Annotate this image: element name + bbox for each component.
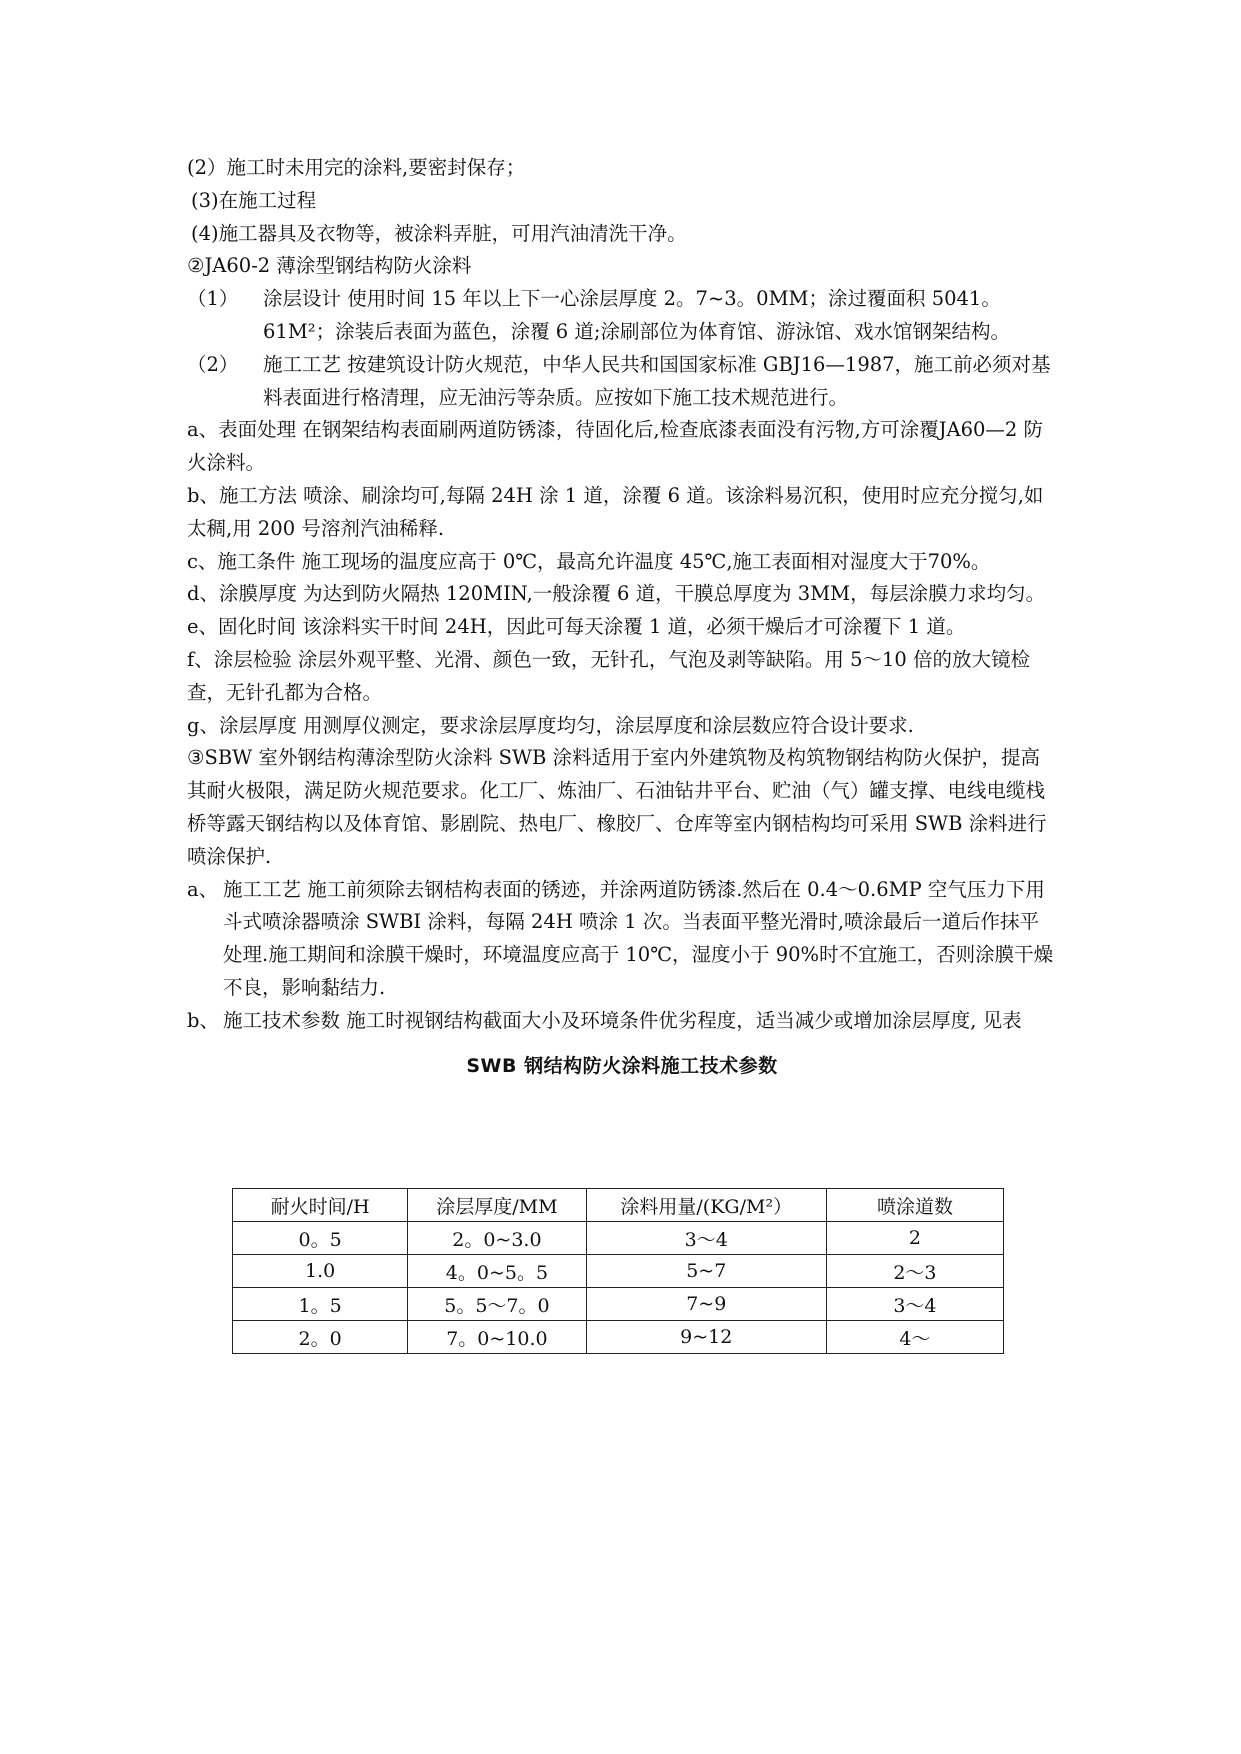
numbered-item-1 bbox=[187, 283, 1057, 349]
table-cell: 4～ bbox=[826, 1321, 1003, 1354]
para-a-surface: a、表面处理 在钢架结构表面刷两道防锈漆，待固化后,检查底漆表面没有污物,方可涂覆JA60—2 防火涂料。 bbox=[187, 418, 1044, 475]
para-d-thickness: d、涂膜厚度 为达到防火隔热 120MIN,一般涂覆 6 道，干膜总厚度为 3MM，每层涂膜力求均匀。 bbox=[187, 582, 1046, 606]
table-cell: 2。0 bbox=[233, 1321, 408, 1354]
table-header-row bbox=[233, 1189, 1004, 1222]
item-letter: b、 bbox=[187, 1008, 219, 1032]
table-cell: 2～3 bbox=[826, 1255, 1003, 1288]
section-heading-ja60: ②JA60-2 薄涂型钢结构防火涂料 bbox=[187, 254, 472, 278]
table-cell: 1.0 bbox=[233, 1255, 408, 1288]
table-row bbox=[233, 1288, 1004, 1321]
parameters-table bbox=[232, 1188, 1004, 1354]
para-c-condition: c、施工条件 施工现场的温度应高于 0℃，最高允许温度 45℃,施工表面相对湿度大于70%。 bbox=[187, 549, 991, 573]
item-text: 施工工艺 施工前须除去钢桔构表面的锈迹，并涂两道防锈漆.然后在 0.4～0.6MP 空气压力下用斗式喷涂器喷涂 SWBI 涂料，每隔 24H 喷涂 1 次。当表面平整光滑时,喷涂最后一道后作抹平处理.施工期间和涂膜干燥时，环境温度应高于 10℃，湿度小于 90%时不宜施工，否则涂膜干燥不良，影响黏结力. bbox=[223, 877, 1054, 999]
header-cell: 涂料用量/(KG/M²） bbox=[586, 1189, 826, 1222]
table-row bbox=[233, 1222, 1004, 1255]
item-letter: a、 bbox=[187, 877, 219, 901]
table-cell: 7。0~10.0 bbox=[408, 1321, 586, 1354]
item-number: （1） bbox=[187, 287, 239, 311]
table-cell: 2。0~3.0 bbox=[408, 1222, 586, 1255]
table-cell: 3～4 bbox=[586, 1222, 826, 1255]
header-cell: 耐火时间/H bbox=[233, 1189, 408, 1222]
document-body bbox=[187, 152, 1057, 1082]
table-cell: 1。5 bbox=[233, 1288, 408, 1321]
para-f-inspection: f、涂层检验 涂层外观平整、光滑、颜色一致，无针孔，气泡及剥等缺陷。用 5～10 倍的放大镜检查，无针孔都为合格。 bbox=[187, 647, 1031, 704]
table-cell: 2 bbox=[826, 1222, 1003, 1255]
line-3: (4)施工器具及衣物等，被涂料弄脏，可用汽油清洗干净。 bbox=[191, 221, 687, 245]
item-text: 涂层设计 使用时间 15 年以上下一心涂层厚度 2。7~3。0MM；涂过覆面积 5041。61M²；涂装后表面为蓝色，涂覆 6 道;涂刷部位为体育馆、游泳馆、戏水馆钢架结构。 bbox=[263, 287, 1010, 343]
header-cell: 喷涂道数 bbox=[826, 1189, 1003, 1222]
table-cell: 5。5～7。0 bbox=[408, 1288, 586, 1321]
table-cell: 9~12 bbox=[586, 1321, 826, 1354]
table-title: SWB 钢结构防火涂料施工技术参数 bbox=[466, 1054, 778, 1077]
table-cell: 5~7 bbox=[586, 1255, 826, 1288]
table-cell: 3～4 bbox=[826, 1288, 1003, 1321]
item-a-process bbox=[187, 874, 1057, 1005]
table-cell: 0。5 bbox=[233, 1222, 408, 1255]
section-sbw: ③SBW 室外钢结构薄涂型防火涂料 SWB 涂料适用于室内外建筑物及构筑物钢结构防火保护，提高其耐火极限，满足防火规范要求。化工厂、炼油厂、石油钻井平台、贮油（气）罐支撑、电线电缆栈桥等露天钢结构以及体育馆、影剧院、热电厂、橡胶厂、仓库等室内钢桔构均可采用 SWB 涂料进行喷涂保护. bbox=[187, 746, 1047, 868]
item-text: 施工工艺 按建筑设计防火规范，中华人民共和国国家标准 GBJ16—1987，施工前必须对基料表面进行格清理，应无油污等杂质。应按如下施工技术规范进行。 bbox=[263, 352, 1051, 409]
table-row bbox=[233, 1321, 1004, 1354]
header-cell: 涂层厚度/MM bbox=[408, 1189, 586, 1222]
numbered-item-2 bbox=[187, 349, 1057, 415]
line-2: (3)在施工过程 bbox=[191, 188, 317, 212]
table-cell: 4。0~5。5 bbox=[408, 1255, 586, 1288]
item-number: （2） bbox=[187, 352, 239, 376]
table-cell: 7~9 bbox=[586, 1288, 826, 1321]
para-g-layer: g、涂层厚度 用测厚仪测定，要求涂层厚度均匀，涂层厚度和涂层数应符合设计要求. bbox=[187, 713, 914, 737]
para-e-curing: e、固化时间 该涂料实干时间 24H，因此可每天涂覆 1 道，必须干燥后才可涂覆下 1 道。 bbox=[187, 615, 966, 639]
item-text: 施工技术参数 施工时视钢结构截面大小及环境条件优劣程度，适当减少或增加涂层厚度, 见表 bbox=[223, 1008, 1022, 1032]
table-row bbox=[233, 1255, 1004, 1288]
para-b-method: b、施工方法 喷涂、刷涂均可,每隔 24H 涂 1 道，涂覆 6 道。该涂料易沉积，使用时应充分搅匀,如太稠,用 200 号溶剂汽油稀释. bbox=[187, 483, 1044, 540]
line-1: (2）施工时未用完的涂料,要密封保存； bbox=[187, 156, 526, 179]
item-b-params bbox=[187, 1005, 1057, 1038]
